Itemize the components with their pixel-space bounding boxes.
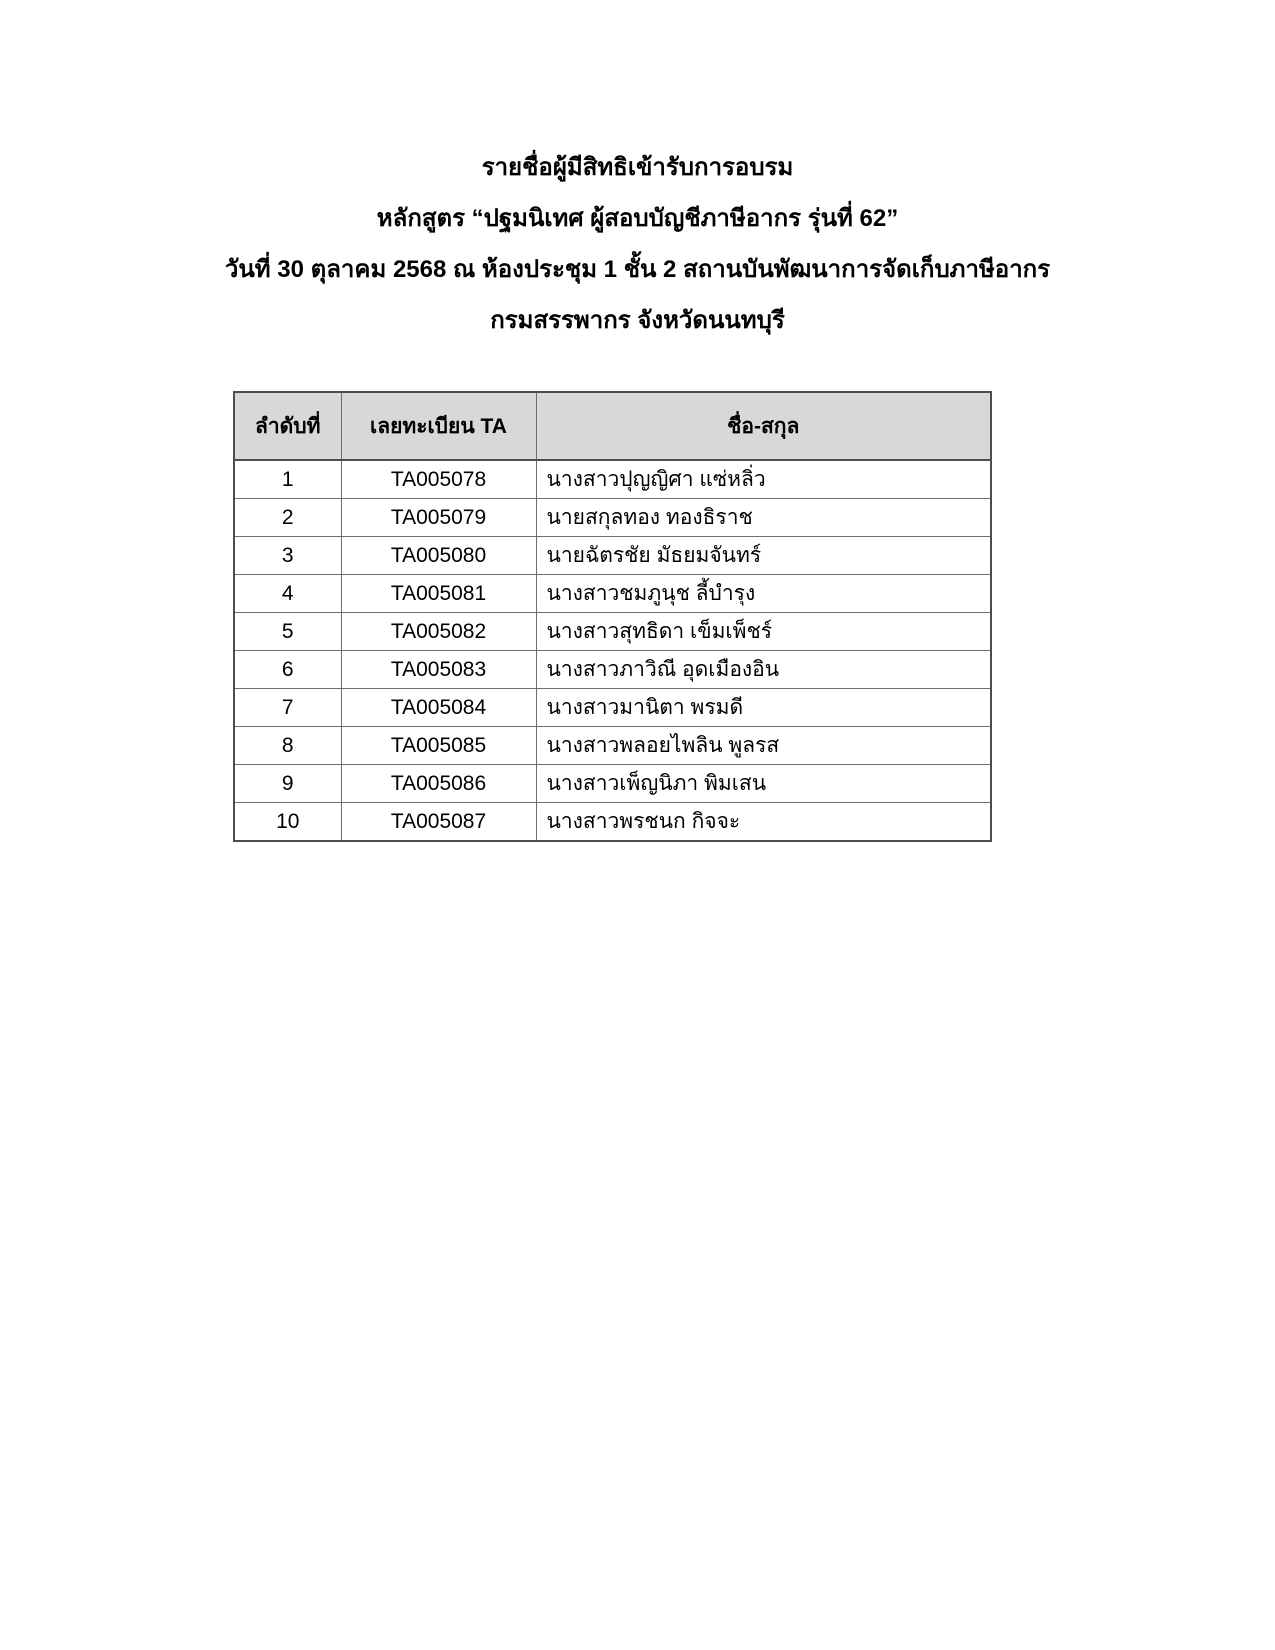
table-row: [234, 689, 991, 727]
column-header-order-number: ลำดับที่: [234, 392, 341, 460]
full-name-cell: นางสาวสุทธิดา เข็มเพ็ชร์: [536, 613, 991, 651]
document-header: [0, 0, 1275, 346]
table-row: [234, 765, 991, 803]
full-name-cell: นางสาวพรชนก กิจจะ: [536, 803, 991, 842]
order-number-cell: 10: [234, 803, 341, 842]
order-number-cell: 1: [234, 460, 341, 499]
full-name-cell: นางสาวชมภูนุช ลี้บำรุง: [536, 575, 991, 613]
table-row: [234, 613, 991, 651]
ta-number-cell: TA005080: [341, 537, 536, 575]
course-title: หลักสูตร “ปฐมนิเทศ ผู้สอบบัญชีภาษีอากร รุ่นที่ 62”: [376, 205, 899, 232]
order-number-cell: 4: [234, 575, 341, 613]
table-row: [234, 727, 991, 765]
full-name-cell: นางสาวปุญญิศา แซ่หลิ่ว: [536, 460, 991, 499]
order-number-cell: 2: [234, 499, 341, 537]
trainee-table: [233, 391, 992, 842]
full-name-cell: นางสาวภาวิณี อุดเมืองอิน: [536, 651, 991, 689]
order-number-cell: 8: [234, 727, 341, 765]
page-title: รายชื่อผู้มีสิทธิเข้ารับการอบรม: [481, 154, 794, 181]
ta-number-cell: TA005087: [341, 803, 536, 842]
ta-number-cell: TA005084: [341, 689, 536, 727]
full-name-cell: นางสาวเพ็ญนิภา พิมเสน: [536, 765, 991, 803]
department-line: กรมสรรพากร จังหวัดนนทบุรี: [490, 307, 785, 334]
order-number-cell: 3: [234, 537, 341, 575]
ta-number-cell: TA005086: [341, 765, 536, 803]
ta-number-cell: TA005078: [341, 460, 536, 499]
order-number-cell: 5: [234, 613, 341, 651]
order-number-cell: 6: [234, 651, 341, 689]
full-name-cell: นางสาวมานิตา พรมดี: [536, 689, 991, 727]
full-name-cell: นายฉัตรชัย มัธยมจันทร์: [536, 537, 991, 575]
date-venue-line: วันที่ 30 ตุลาคม 2568 ณ ห้องประชุม 1 ชั้น 2 สถานบันพัฒนาการจัดเก็บภาษีอากร: [224, 256, 1051, 283]
table-row: [234, 499, 991, 537]
ta-number-cell: TA005085: [341, 727, 536, 765]
table-row: [234, 537, 991, 575]
column-header-ta-number: เลยทะเบียน TA: [341, 392, 536, 460]
ta-number-cell: TA005083: [341, 651, 536, 689]
table-row: [234, 651, 991, 689]
full-name-cell: นางสาวพลอยไพลิน พูลรส: [536, 727, 991, 765]
table-header-row: [234, 392, 991, 460]
order-number-cell: 9: [234, 765, 341, 803]
column-header-full-name: ชื่อ-สกุล: [536, 392, 991, 460]
table-row: [234, 460, 991, 499]
full-name-cell: นายสกุลทอง ทองธิราช: [536, 499, 991, 537]
table-row: [234, 803, 991, 842]
ta-number-cell: TA005082: [341, 613, 536, 651]
order-number-cell: 7: [234, 689, 341, 727]
ta-number-cell: TA005081: [341, 575, 536, 613]
table-row: [234, 575, 991, 613]
ta-number-cell: TA005079: [341, 499, 536, 537]
